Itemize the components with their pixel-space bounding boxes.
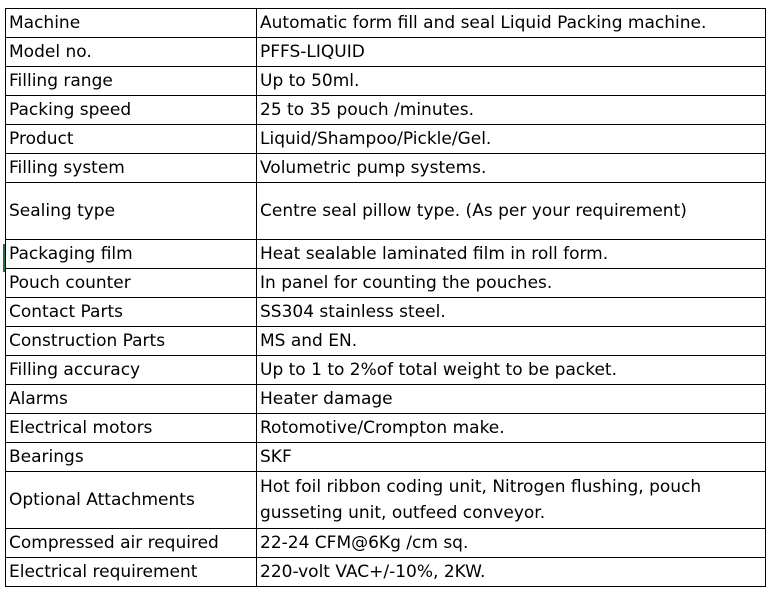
table-row <box>6 125 766 154</box>
row-label: Machine <box>6 9 257 38</box>
table-row <box>6 472 766 529</box>
table-row <box>6 558 766 587</box>
table-row <box>6 9 766 38</box>
table-row <box>6 269 766 298</box>
table-row <box>6 529 766 558</box>
row-value: Heat sealable laminated film in roll form. <box>257 240 766 269</box>
spec-table <box>5 8 766 587</box>
row-value: SS304 stainless steel. <box>257 298 766 327</box>
table-row <box>6 183 766 240</box>
table-row <box>6 385 766 414</box>
row-label: Electrical motors <box>6 414 257 443</box>
row-label: Contact Parts <box>6 298 257 327</box>
row-value: Centre seal pillow type. (As per your requirement) <box>257 183 766 240</box>
row-value: Hot foil ribbon coding unit, Nitrogen flushing, pouch gusseting unit, outfeed conveyor. <box>257 472 766 529</box>
table-row <box>6 327 766 356</box>
table-row <box>6 38 766 67</box>
table-row <box>6 154 766 183</box>
table-row <box>6 96 766 125</box>
row-label: Optional Attachments <box>6 472 257 529</box>
row-value: PFFS-LIQUID <box>257 38 766 67</box>
row-label: Electrical requirement <box>6 558 257 587</box>
row-label: Model no. <box>6 38 257 67</box>
row-value: Automatic form fill and seal Liquid Packing machine. <box>257 9 766 38</box>
row-value: Liquid/Shampoo/Pickle/Gel. <box>257 125 766 154</box>
row-label: Pouch counter <box>6 269 257 298</box>
row-label: Filling system <box>6 154 257 183</box>
row-value: 25 to 35 pouch /minutes. <box>257 96 766 125</box>
row-label: Sealing type <box>6 183 257 240</box>
table-row <box>6 414 766 443</box>
row-value: Up to 1 to 2%of total weight to be packet. <box>257 356 766 385</box>
row-value: 220-volt VAC+/-10%, 2KW. <box>257 558 766 587</box>
row-value: Volumetric pump systems. <box>257 154 766 183</box>
row-label: Construction Parts <box>6 327 257 356</box>
row-value: In panel for counting the pouches. <box>257 269 766 298</box>
row-label: Alarms <box>6 385 257 414</box>
table-row <box>6 67 766 96</box>
row-label: Filling range <box>6 67 257 96</box>
table-row <box>6 240 766 269</box>
row-value: 22-24 CFM@6Kg /cm sq. <box>257 529 766 558</box>
row-label: Product <box>6 125 257 154</box>
row-value: Rotomotive/Crompton make. <box>257 414 766 443</box>
cell-selection-marker <box>3 244 5 272</box>
row-value: Up to 50ml. <box>257 67 766 96</box>
table-row <box>6 298 766 327</box>
row-label: Packing speed <box>6 96 257 125</box>
row-label: Bearings <box>6 443 257 472</box>
row-label: Packaging film <box>6 240 257 269</box>
table-row <box>6 356 766 385</box>
row-value: SKF <box>257 443 766 472</box>
row-label: Compressed air required <box>6 529 257 558</box>
table-row <box>6 443 766 472</box>
row-label: Filling accuracy <box>6 356 257 385</box>
row-value: Heater damage <box>257 385 766 414</box>
row-value: MS and EN. <box>257 327 766 356</box>
